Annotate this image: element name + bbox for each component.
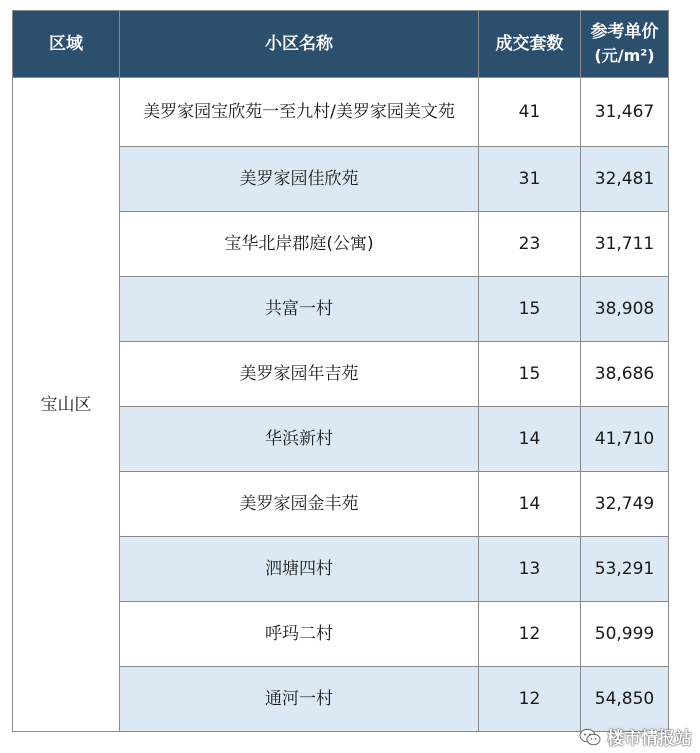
community-name-cell: 美罗家园年吉苑 bbox=[120, 342, 479, 407]
community-name-cell: 美罗家园金丰苑 bbox=[120, 472, 479, 537]
deals-count-cell: 41 bbox=[479, 78, 581, 147]
unit-price-cell: 50,999 bbox=[581, 602, 669, 667]
wechat-icon bbox=[579, 728, 601, 746]
community-name-cell: 华浜新村 bbox=[120, 407, 479, 472]
unit-price-cell: 54,850 bbox=[581, 667, 669, 732]
unit-price-cell: 31,711 bbox=[581, 212, 669, 277]
deals-count-cell: 15 bbox=[479, 277, 581, 342]
watermark-text: 楼市情报站 bbox=[607, 729, 692, 749]
header-deals: 成交套数 bbox=[479, 11, 581, 78]
deals-count-cell: 14 bbox=[479, 472, 581, 537]
deals-count-cell: 14 bbox=[479, 407, 581, 472]
unit-price-cell: 38,908 bbox=[581, 277, 669, 342]
deals-count-cell: 12 bbox=[479, 602, 581, 667]
community-name-cell: 宝华北岸郡庭(公寓) bbox=[120, 212, 479, 277]
unit-price-cell: 32,481 bbox=[581, 147, 669, 212]
table-header-row bbox=[13, 11, 669, 78]
unit-price-cell: 41,710 bbox=[581, 407, 669, 472]
transaction-table-container bbox=[12, 10, 668, 732]
community-name-cell: 美罗家园宝欣苑一至九村/美罗家园美文苑 bbox=[120, 78, 479, 147]
table-body bbox=[13, 78, 669, 732]
unit-price-cell: 31,467 bbox=[581, 78, 669, 147]
deals-count-cell: 31 bbox=[479, 147, 581, 212]
unit-price-cell: 32,749 bbox=[581, 472, 669, 537]
community-name-cell: 美罗家园佳欣苑 bbox=[120, 147, 479, 212]
unit-price-cell: 38,686 bbox=[581, 342, 669, 407]
community-name-cell: 共富一村 bbox=[120, 277, 479, 342]
header-price bbox=[581, 11, 669, 78]
community-name-cell: 通河一村 bbox=[120, 667, 479, 732]
community-name-cell: 呼玛二村 bbox=[120, 602, 479, 667]
header-price-unit: (元/m²) bbox=[594, 46, 655, 65]
header-region: 区域 bbox=[13, 11, 120, 78]
unit-price-cell: 53,291 bbox=[581, 537, 669, 602]
deals-count-cell: 15 bbox=[479, 342, 581, 407]
deals-count-cell: 23 bbox=[479, 212, 581, 277]
header-price-title: 参考单价 bbox=[590, 22, 659, 42]
header-community: 小区名称 bbox=[120, 11, 479, 78]
watermark bbox=[579, 724, 692, 749]
region-cell: 宝山区 bbox=[13, 78, 120, 732]
community-name-cell: 泗塘四村 bbox=[120, 537, 479, 602]
deals-count-cell: 12 bbox=[479, 667, 581, 732]
deals-count-cell: 13 bbox=[479, 537, 581, 602]
table-row bbox=[13, 78, 669, 147]
transaction-table bbox=[12, 10, 669, 732]
